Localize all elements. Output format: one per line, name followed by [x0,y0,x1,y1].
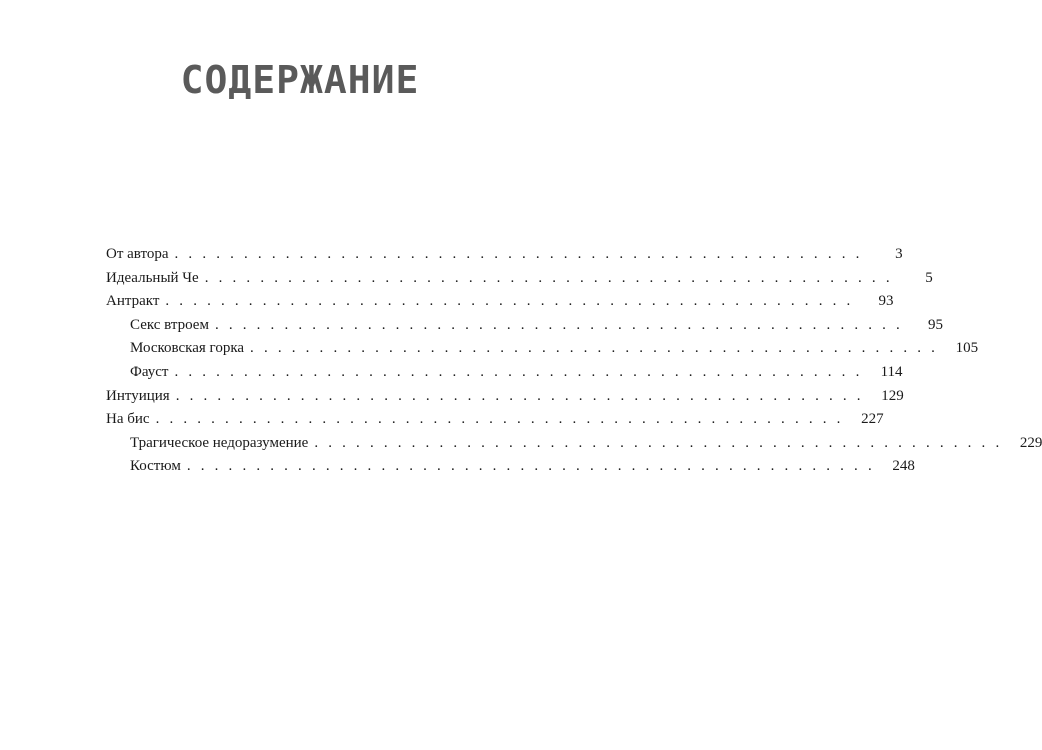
toc-entry-page: 3 [895,246,903,262]
toc-entry-title: Фауст [130,361,174,385]
toc-subentry [106,455,915,479]
toc-leader-dots: . . . . . . . . . . . . . . . . . . . . . . . . . . . . . . . . . . . . . . . . . . . . . . . . . . [214,316,904,333]
toc-entry [106,385,904,409]
toc-subentry [106,337,979,361]
toc-entry-page: 95 [928,316,944,333]
toc-entry-page: 227 [861,411,884,428]
toc-subentry [106,432,1042,456]
toc-leader-dots: . . . . . . . . . . . . . . . . . . . . . . . . . . . . . . . . . . . . . . . . . . . . . . . . . . [186,458,875,475]
toc-leader-dots: . . . . . . . . . . . . . . . . . . . . . . . . . . . . . . . . . . . . . . . . . . . . . . . . . . [204,269,893,286]
toc-entry-title: Антракт [106,290,165,314]
toc-entry-title: Трагическое недоразумение [130,432,314,456]
toc-leader-dots: . . . . . . . . . . . . . . . . . . . . . . . . . . . . . . . . . . . . . . . . . . . . . . . . . . [174,363,863,380]
toc-entry-page: 229 [1019,434,1042,451]
toc-subentry [106,314,944,338]
toc-leader-dots: . . . . . . . . . . . . . . . . . . . . . . . . . . . . . . . . . . . . . . . . . . . . . . . . . . [175,387,864,404]
toc-entry-page: 248 [892,458,915,475]
toc-entry-page: 114 [880,363,903,380]
toc-entry [106,408,884,432]
toc-entry-title: Секс втроем [130,314,215,338]
toc-entry [106,243,903,267]
toc-entry-title: На бис [106,408,156,432]
toc-leader-dots: . . . . . . . . . . . . . . . . . . . . . . . . . . . . . . . . . . . . . . . . . . . . . . . . . . [314,434,1003,451]
toc-entry-title: Московская горка [130,337,250,361]
toc-entry-page: 93 [878,293,894,310]
toc-entry-page: 105 [955,340,979,357]
page-title: СОДЕРЖАНИЕ [180,58,420,102]
toc-entry-page: 5 [925,269,933,286]
toc-entry-title: Костюм [130,455,187,479]
toc-leader-dots: . . . . . . . . . . . . . . . . . . . . . . . . . . . . . . . . . . . . . . . . . . . . . . . . . . [174,246,863,262]
toc-entry-page: 129 [881,387,904,404]
toc-entry-title: Интуиция [106,385,176,409]
toc-subentry [106,361,903,385]
toc-entry [106,267,933,291]
toc-entry-title: От автора [106,243,175,267]
toc-leader-dots: . . . . . . . . . . . . . . . . . . . . . . . . . . . . . . . . . . . . . . . . . . . . . . . . . . [155,411,844,428]
table-of-contents [106,243,1042,479]
toc-leader-dots: . . . . . . . . . . . . . . . . . . . . . . . . . . . . . . . . . . . . . . . . . . . . . . . . . . [250,340,939,357]
toc-leader-dots: . . . . . . . . . . . . . . . . . . . . . . . . . . . . . . . . . . . . . . . . . . . . . . . . . . [165,293,854,310]
toc-entry [106,290,894,314]
toc-entry-title: Идеальный Че [106,267,205,291]
